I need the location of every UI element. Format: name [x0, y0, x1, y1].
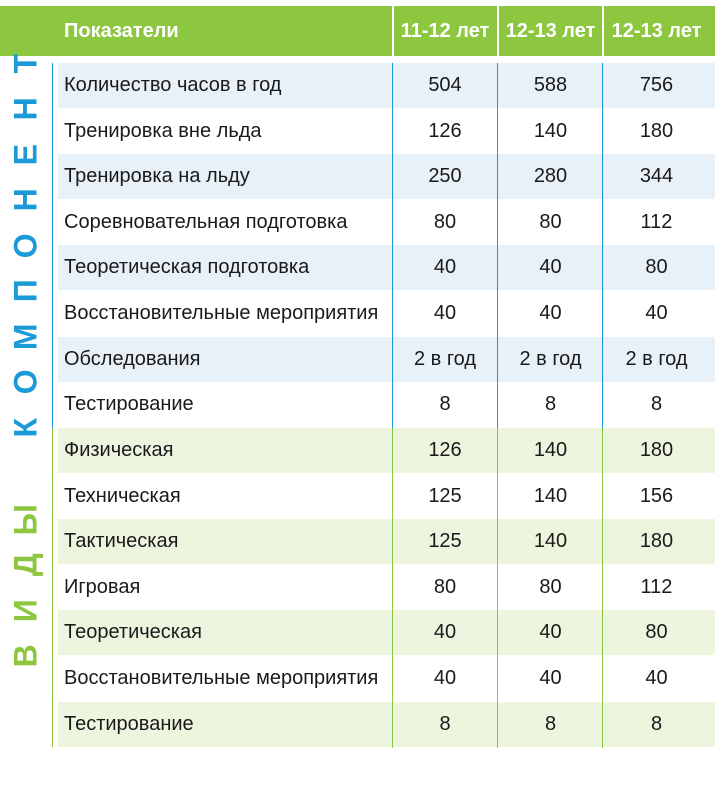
column-separator [392, 519, 393, 565]
value-cell: 8 [439, 393, 451, 416]
table-row [58, 702, 715, 747]
value-cell: 504 [428, 74, 462, 96]
value-cell: 180 [639, 439, 674, 461]
column-separator [392, 702, 393, 748]
row-label: Тренировка вне льда [64, 119, 262, 142]
value-cell: 40 [539, 621, 562, 644]
value-cell: 80 [433, 210, 457, 233]
value-cell: 280 [533, 165, 568, 188]
row-label: Техническая [64, 484, 181, 507]
value-cell: 80 [645, 256, 668, 279]
value-cell: 40 [433, 256, 457, 279]
value-cell: 140 [533, 484, 568, 507]
value-cell: 40 [433, 621, 457, 644]
value-cell: 140 [533, 530, 568, 553]
table-row [58, 519, 715, 564]
column-separator [602, 610, 603, 656]
table-header [0, 6, 715, 56]
value-cell: 8 [439, 712, 451, 735]
column-separator [602, 337, 603, 383]
header-col-3: 12-13 лет [611, 20, 702, 42]
column-separator [392, 109, 393, 155]
value-cell: 40 [645, 302, 668, 324]
value-cell: 40 [539, 256, 562, 279]
value-cell: 40 [539, 667, 562, 689]
value-cell: 80 [433, 575, 457, 598]
column-separator [602, 154, 603, 200]
value-cell: 8 [544, 393, 557, 416]
value-cell: 40 [433, 667, 457, 689]
table-row [58, 428, 715, 473]
row-label: Соревновательная подготовка [64, 210, 348, 233]
column-separator [497, 382, 498, 428]
row-label: Физическая [64, 439, 174, 461]
column-separator [497, 245, 498, 291]
column-separator [497, 154, 498, 200]
column-separator [497, 519, 498, 565]
value-cell: 80 [539, 575, 562, 598]
column-separator [497, 291, 498, 337]
value-cell: 126 [428, 119, 462, 142]
column-separator [392, 565, 393, 611]
column-separator [392, 154, 393, 200]
column-separator [497, 474, 498, 520]
table-row [58, 109, 715, 154]
table-row [58, 63, 715, 108]
column-separator [392, 382, 393, 428]
column-separator [602, 109, 603, 155]
column-separator [602, 245, 603, 291]
value-cell: 80 [539, 210, 562, 233]
column-separator [497, 702, 498, 748]
row-label: Теоретическая подготовка [64, 256, 310, 279]
table-row [58, 610, 715, 655]
column-separator [392, 474, 393, 520]
value-cell: 180 [639, 530, 674, 553]
column-separator [497, 610, 498, 656]
header-col-1: 11-12 лет [400, 20, 490, 42]
header-indicators: Показатели [64, 20, 179, 42]
value-cell: 344 [639, 165, 674, 188]
section-label: Ы Д И В [7, 503, 44, 668]
value-cell: 2 в год [413, 347, 477, 370]
value-cell: 8 [650, 712, 663, 735]
value-cell: 112 [640, 575, 673, 598]
section-label: Т Н Е Н О П М О К [7, 53, 44, 438]
column-separator [602, 474, 603, 520]
row-label: Тестирование [64, 393, 194, 416]
table-row [58, 291, 715, 336]
column-separator [602, 63, 603, 109]
column-separator [602, 428, 603, 474]
column-separator [497, 565, 498, 611]
table-row [58, 382, 715, 427]
value-cell: 112 [640, 210, 673, 233]
value-cell: 40 [539, 302, 562, 324]
value-cell: 125 [428, 530, 462, 553]
table-row [58, 565, 715, 610]
value-cell: 2 в год [519, 347, 582, 370]
table-row [58, 245, 715, 290]
value-cell: 2 в год [625, 347, 688, 370]
value-cell: 8 [650, 393, 663, 416]
column-separator [497, 109, 498, 155]
section-side-label [0, 53, 52, 438]
column-separator [497, 63, 498, 109]
value-cell: 126 [428, 439, 462, 461]
row-label: Тестирование [64, 712, 194, 735]
value-cell: 180 [639, 119, 674, 142]
column-separator [602, 656, 603, 702]
row-label: Восстановительные мероприятия [64, 302, 379, 324]
column-separator [602, 382, 603, 428]
column-separator [602, 519, 603, 565]
table-row [58, 200, 715, 245]
value-cell: 125 [428, 484, 462, 507]
column-separator [392, 428, 393, 474]
value-cell: 140 [533, 439, 568, 461]
row-label: Тренировка на льду [64, 165, 250, 188]
table-row [58, 656, 715, 701]
row-label: Тактическая [64, 530, 179, 553]
column-separator [497, 337, 498, 383]
row-label: Количество часов в год [64, 74, 282, 96]
value-cell: 40 [645, 667, 668, 689]
column-separator [392, 245, 393, 291]
row-label: Обследования [64, 347, 201, 370]
section-divider-line [52, 63, 53, 428]
header-col-2: 12-13 лет [505, 20, 596, 42]
column-separator [602, 200, 603, 246]
value-cell: 588 [533, 74, 568, 96]
value-cell: 156 [639, 484, 674, 507]
row-label: Восстановительные мероприятия [64, 667, 379, 689]
row-label: Теоретическая [64, 621, 202, 644]
section-divider-line [52, 428, 53, 747]
column-separator [392, 291, 393, 337]
value-cell: 80 [645, 621, 668, 644]
column-separator [392, 610, 393, 656]
value-cell: 756 [639, 74, 674, 96]
column-separator [392, 337, 393, 383]
row-label: Игровая [64, 575, 141, 598]
table-row [58, 337, 715, 382]
value-cell: 8 [544, 712, 557, 735]
table-row [58, 474, 715, 519]
column-separator [392, 656, 393, 702]
table-row [58, 154, 715, 199]
column-separator [497, 200, 498, 246]
section-side-label [0, 428, 52, 747]
column-separator [602, 291, 603, 337]
column-separator [602, 702, 603, 748]
column-separator [602, 565, 603, 611]
column-separator [392, 200, 393, 246]
value-cell: 40 [433, 302, 457, 324]
value-cell: 250 [428, 165, 462, 188]
column-separator [497, 428, 498, 474]
column-separator [497, 656, 498, 702]
column-separator [392, 63, 393, 109]
value-cell: 140 [533, 119, 568, 142]
